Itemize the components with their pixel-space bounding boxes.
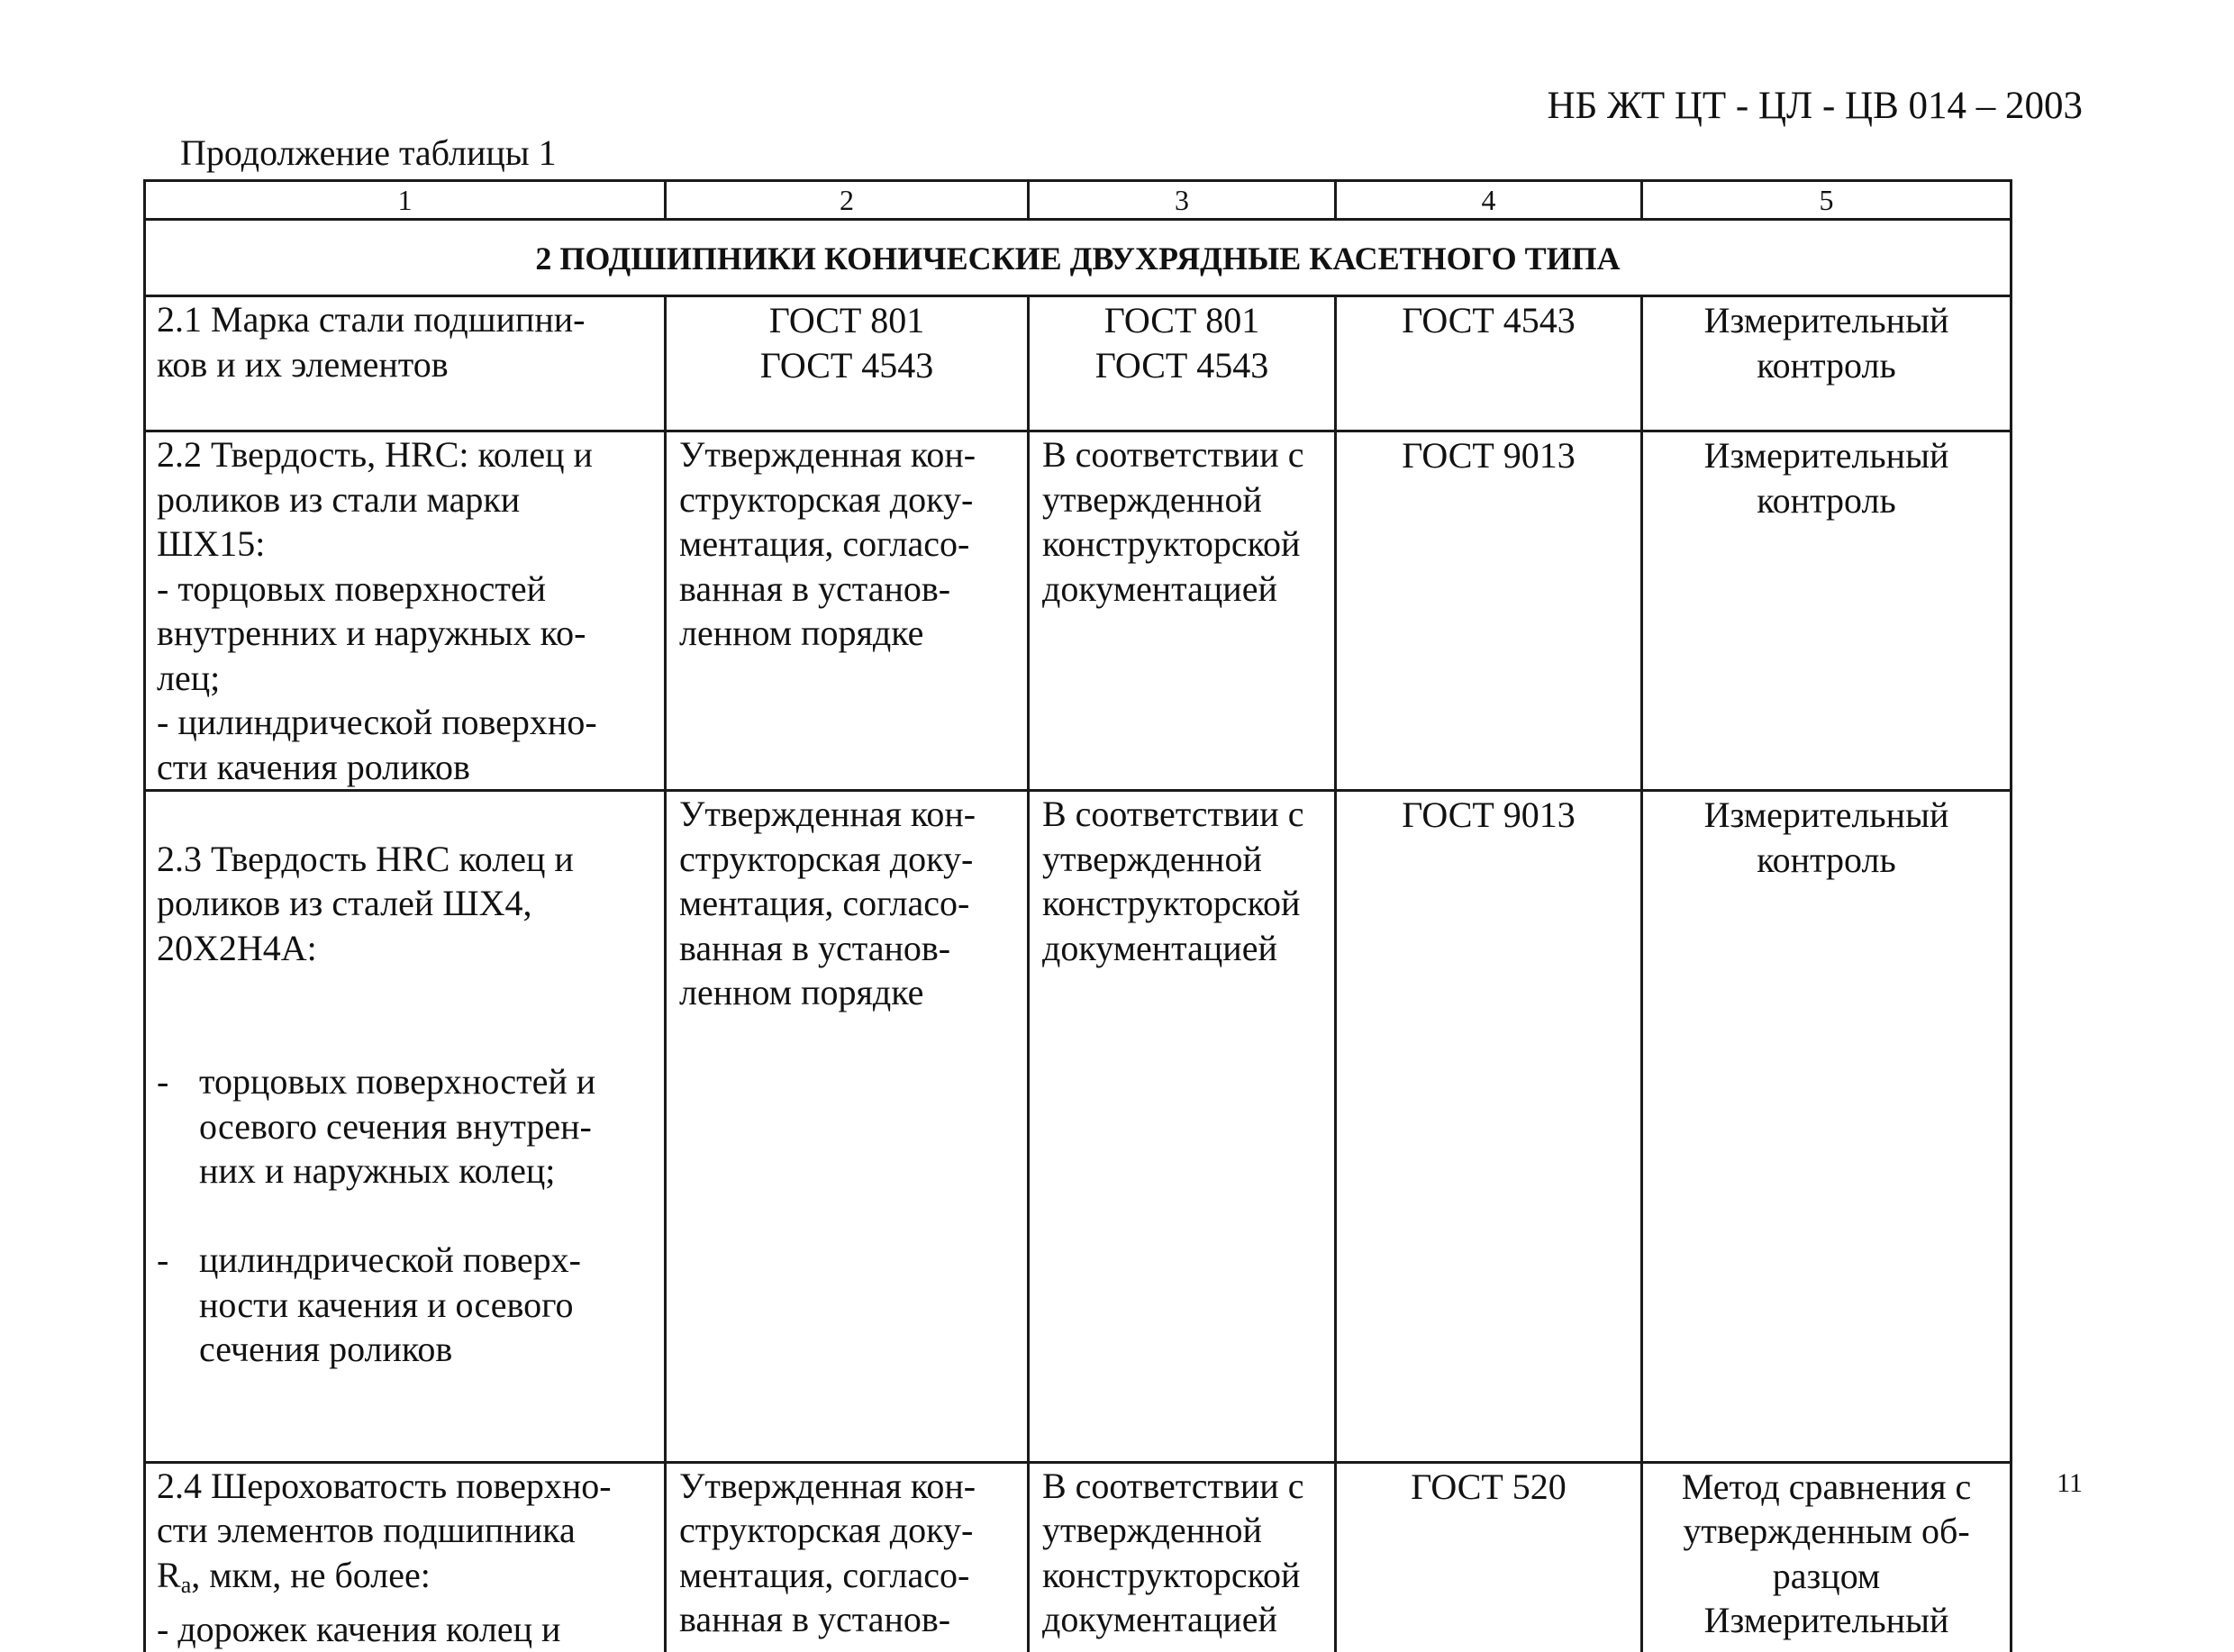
specification-table <box>143 179 2012 1652</box>
column-number: 2 <box>666 181 1029 220</box>
requirement-cell: В соответствии с утвержденной конструкторской документацией <box>1029 431 1336 791</box>
parameter-line <box>157 1553 651 1608</box>
column-number: 4 <box>1336 181 1642 220</box>
parameter-line: - дорожек качения колец и <box>157 1609 561 1649</box>
normative-doc-cell: ГОСТ 801 ГОСТ 4543 <box>666 296 1029 431</box>
table-row <box>145 1462 2012 1652</box>
parameter-intro: 2.3 Твердость HRC колец и роликов из сталей ШХ4, 20Х2Н4А: <box>157 838 574 968</box>
list-item: - торцовых поверхностей и осевого сечения внутрен- них и наружных колец; <box>157 1059 651 1194</box>
column-number: 5 <box>1642 181 2012 220</box>
control-type-cell: Измерительный контроль <box>1642 431 2012 791</box>
parameter-line: 2.4 Шероховатость поверхно- <box>157 1465 612 1506</box>
parameter-cell <box>145 1462 666 1652</box>
column-number: 3 <box>1029 181 1336 220</box>
parameter-line: сти элементов подшипника <box>157 1510 576 1550</box>
parameter-cell: 2.1 Марка стали подшипни- ков и их элементов <box>145 296 666 431</box>
parameter-cell: 2.2 Твердость, HRC: колец и роликов из стали марки ШХ15: - торцовых поверхностей внутренних и наружных ко- лец; - цилиндрической поверхно- сти качения роликов <box>145 431 666 791</box>
normative-doc-cell: Утвержденная кон- структорская доку- ментация, согласо- ванная в установ- ленном порядке <box>666 431 1029 791</box>
table-continuation-title: Продолжение таблицы 1 <box>180 132 557 173</box>
requirement-cell: В соответствии с утвержденной конструкторской документацией <box>1029 791 1336 1463</box>
normative-doc-cell: Утвержденная кон- структорская доку- ментация, согласо- ванная в установ- ленном порядке <box>666 791 1029 1463</box>
control-type-cell: Измерительный контроль <box>1642 296 2012 431</box>
parameter-sublist <box>157 1015 651 1417</box>
table-row <box>145 296 2012 431</box>
section-header-row <box>145 220 2012 296</box>
control-type-cell: Измерительный контроль <box>1642 791 2012 1463</box>
requirement-cell: В соответствии с утвержденной конструкторской документацией <box>1029 1462 1336 1652</box>
table-row <box>145 431 2012 791</box>
parameter-cell <box>145 791 666 1463</box>
section-title: 2 ПОДШИПНИКИ КОНИЧЕСКИЕ ДВУХРЯДНЫЕ КАСЕТНОГО ТИПА <box>145 220 2012 296</box>
normative-doc-cell: Утвержденная кон- структорская доку- ментация, согласо- ванная в установ- <box>666 1462 1029 1652</box>
roughness-unit-text: , мкм, не более: <box>191 1554 431 1595</box>
list-item: - цилиндрической поверх- ности качения и осевого сечения роликов <box>157 1238 651 1372</box>
table-row <box>145 791 2012 1463</box>
control-type-cell: Метод сравнения с утвержденным об- разцом Измерительный <box>1642 1462 2012 1652</box>
column-number-row <box>145 181 2012 220</box>
control-method-standard-cell: ГОСТ 520 <box>1336 1462 1642 1652</box>
column-number: 1 <box>145 181 666 220</box>
control-method-standard-cell: ГОСТ 4543 <box>1336 296 1642 431</box>
requirement-cell: ГОСТ 801 ГОСТ 4543 <box>1029 296 1336 431</box>
page-number: 11 <box>2057 1468 2083 1498</box>
roughness-subscript: a <box>180 1571 192 1598</box>
roughness-symbol: R <box>157 1554 181 1595</box>
document-code: НБ ЖТ ЦТ - ЦЛ - ЦВ 014 – 2003 <box>1547 85 2083 127</box>
control-method-standard-cell: ГОСТ 9013 <box>1336 431 1642 791</box>
control-method-standard-cell: ГОСТ 9013 <box>1336 791 1642 1463</box>
